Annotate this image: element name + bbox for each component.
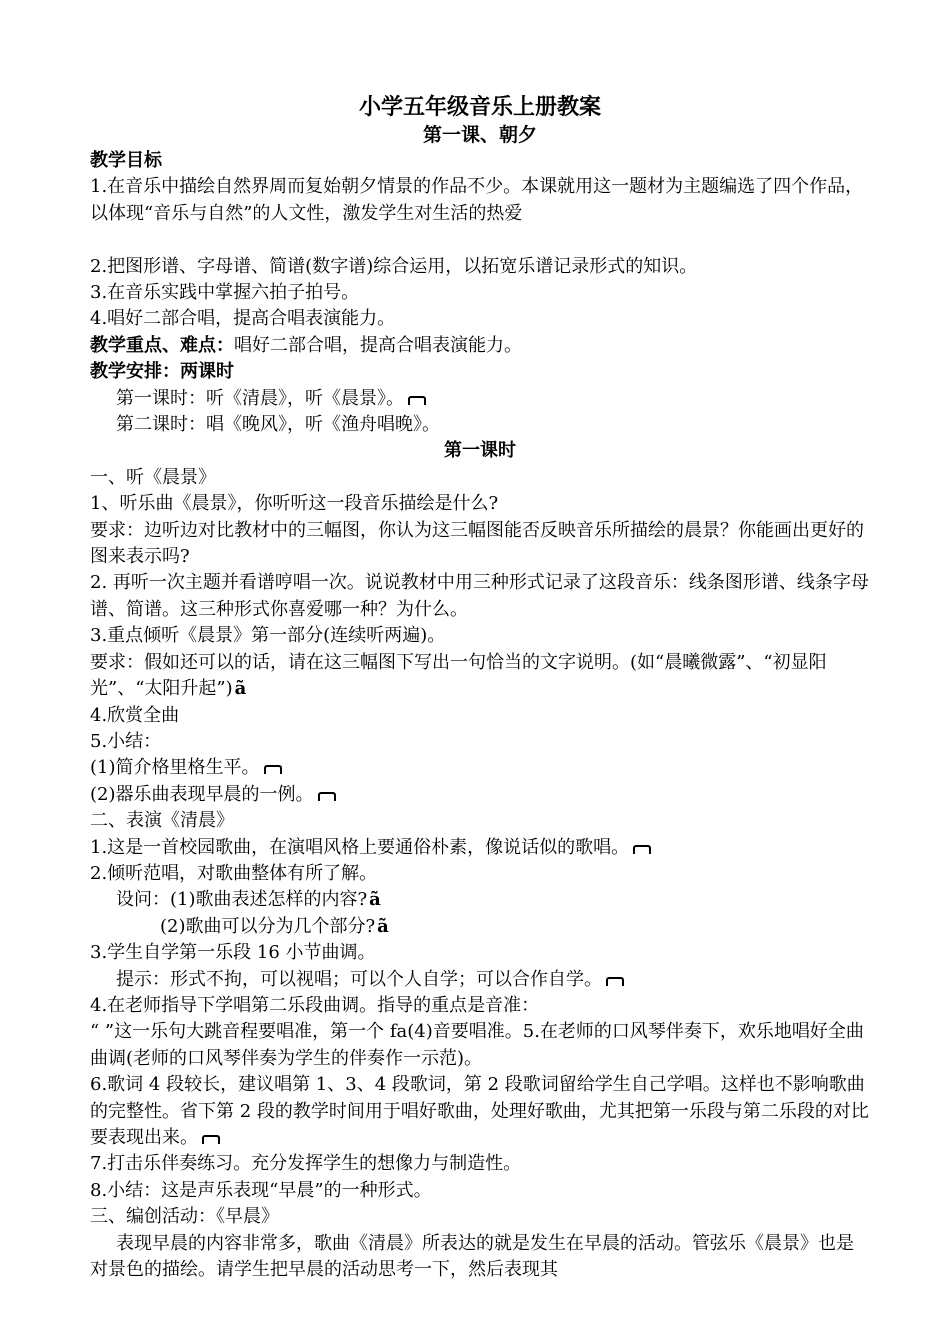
- section1-item5b: [90, 782, 870, 808]
- goal-3: 3.在音乐实践中掌握六拍子拍号。: [90, 282, 360, 304]
- key-points-text: 唱好二部合唱，提高合唱表演能力。: [234, 334, 522, 356]
- key-points-label: 教学重点、难点：: [90, 334, 234, 356]
- section2-item1: [90, 835, 870, 861]
- section2-tip-text: 提示：形式不拘，可以视唱；可以个人自学；可以合作自学。: [116, 968, 602, 990]
- key-points: [90, 333, 870, 359]
- arc-mark-icon: [202, 1135, 220, 1144]
- arc-mark-icon: [633, 845, 651, 854]
- section2-tip: [90, 967, 870, 993]
- section2-item6-text: 6.歌词 4 段较长，建议唱第 1、3、4 段歌词，第 2 段歌词留给学生自己学唱。这样也不影响歌曲的完整性。省下第 2 段的教学时间用于唱好歌曲，处理好歌曲，尤其把第一乐段与第二乐段的对比要表现出来。: [90, 1074, 869, 1149]
- glyph-mark: ã: [234, 678, 247, 700]
- arc-mark-icon: [264, 765, 282, 774]
- goal-2: 2.把图形谱、字母谱、简谱(数字谱)综合运用，以拓宽乐谱记录形式的知识。: [90, 255, 698, 277]
- section2-item1-text: 1.这是一首校园歌曲，在演唱风格上要通俗朴素，像说话似的歌唱。: [90, 836, 630, 858]
- section1-item5b-text: (2)器乐曲表现早晨的一例。: [90, 783, 314, 805]
- glyph-mark: ã: [377, 915, 389, 937]
- section2-question2: [90, 914, 870, 940]
- section1-item5a-text: (1)简介格里格生平。: [90, 757, 260, 779]
- section1-requirement1: 要求：边听边对比教材中的三幅图，你认为这三幅图能否反映音乐所描绘的晨景？你能画出更好的图来表示吗?: [90, 519, 864, 568]
- schedule-1-text: 第一课时：听《清晨》，听《晨景》。: [116, 387, 404, 409]
- section3-paragraph: 表现早晨的内容非常多，歌曲《清晨》所表达的就是发生在早晨的活动。管弦乐《晨景》也是对景色的描绘。请学生把早晨的活动思考一下，然后表现其: [90, 1232, 854, 1281]
- blank-line: [90, 227, 870, 253]
- schedule-1: [90, 386, 870, 412]
- section2-question1: [90, 887, 870, 913]
- section2-question1-text: 设问：(1)歌曲表述怎样的内容?: [116, 889, 368, 911]
- document-title: 小学五年级音乐上册教案: [358, 94, 601, 120]
- section2-item4: 4.在老师指导下学唱第二乐段曲调。指导的重点是音准：: [90, 994, 540, 1016]
- section2-item2: 2.倾听范唱，对歌曲整体有所了解。: [90, 862, 378, 884]
- section1-item1: 1、听乐曲《晨景》，你听听这一段音乐描绘是什么?: [90, 493, 499, 515]
- schedule-heading: 教学安排：两课时: [90, 361, 234, 383]
- section3-heading: 三、编创活动：《早晨》: [90, 1206, 279, 1228]
- lesson1-heading: 第一课时: [444, 440, 516, 462]
- section2-item8: 8.小结：这是声乐表现“早晨”的一种形式。: [90, 1179, 432, 1201]
- goals-heading: 教学目标: [90, 150, 162, 171]
- section2-question2-text: (2)歌曲可以分为几个部分?: [160, 915, 376, 937]
- arc-mark-icon: [318, 792, 336, 801]
- arc-mark-icon: [408, 396, 426, 405]
- section1-item5a: [90, 755, 870, 781]
- section2-item3: 3.学生自学第一乐段 16 小节曲调。: [90, 942, 376, 964]
- lesson-subtitle: 第一课、朝夕: [422, 124, 537, 146]
- goal-4: 4.唱好二部合唱，提高合唱表演能力。: [90, 308, 396, 330]
- section2-item4b: “ ”这一乐句大跳音程要唱准，第一个 fa(4)音要唱准。5.在老师的口风琴伴奏下，欢乐地唱好全曲曲调(老师的口风琴伴奏为学生的伴奏作一示范)。: [90, 1021, 864, 1069]
- section1-requirement2: [90, 650, 870, 703]
- section2-item7: 7.打击乐伴奏练习。充分发挥学生的想像力与制造性。: [90, 1153, 522, 1175]
- arc-mark-icon: [606, 977, 624, 986]
- section1-item5: 5.小结：: [90, 730, 162, 752]
- section2-heading: 二、表演《清晨》: [90, 810, 234, 832]
- section2-item6: [90, 1072, 870, 1151]
- goal-1: 1.在音乐中描绘自然界周而复始朝夕情景的作品不少。本课就用这一题材为主题编选了四个作品，以体现“音乐与自然”的人文性，激发学生对生活的热爱: [90, 176, 864, 224]
- section1-item3: 3.重点倾听《晨景》第一部分(连续听两遍)。: [90, 625, 446, 647]
- section1-heading: 一、听《晨景》: [90, 466, 216, 488]
- glyph-mark: ã: [369, 889, 381, 911]
- section1-requirement2-text: 要求：假如还可以的话，请在这三幅图下写出一句恰当的文字说明。(如“晨曦微露”、“初显阳光”、“太阳升起”): [90, 651, 827, 700]
- section1-item4: 4.欣赏全曲: [90, 704, 180, 726]
- schedule-2: 第二课时：唱《晚风》，听《渔舟唱晚》。: [116, 414, 440, 436]
- section1-item2: 2. 再听一次主题并看谱哼唱一次。说说教材中用三种形式记录了这段音乐：线条图形谱、线条字母谱、简谱。这三种形式你喜爱哪一种？为什么。: [90, 572, 869, 620]
